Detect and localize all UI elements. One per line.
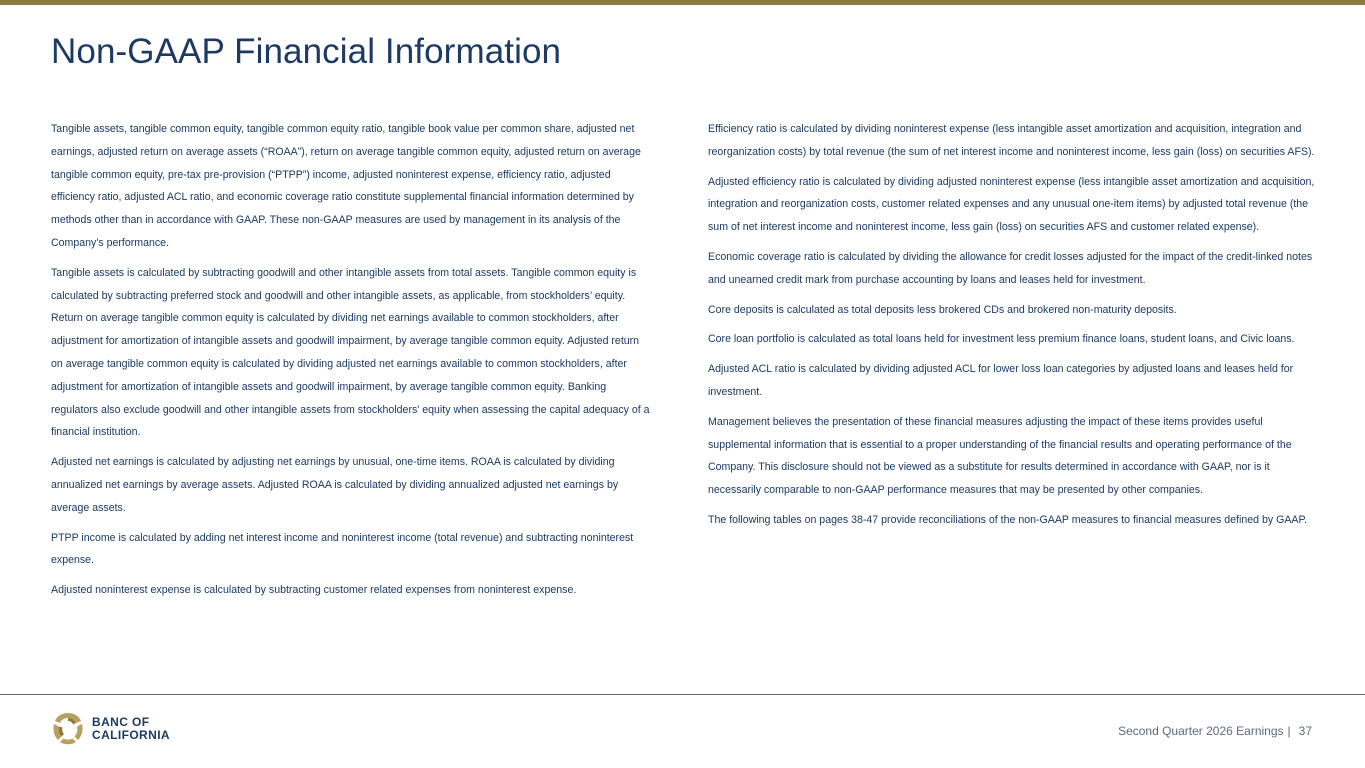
left-text-column: [51, 118, 651, 609]
top-accent-bar: [0, 0, 1365, 5]
footer-page-info: [1118, 724, 1312, 738]
paragraph-tangible-assets: Tangible assets is calculated by subtracting goodwill and other intangible assets from total assets. Tangible common equity is calculated by subtracting preferred stock and goodwill and other intangible assets, as applicable, from stockholders’ equity. Return on average tangible common equity is calculated by dividing net earnings available to common stockholders, after adjustment for amortization of intangible assets and goodwill impairment, by average tangible common equity. Adjusted return on average tangible common equity is calculated by dividing adjusted net earnings available to common stockholders, after adjustment for amortization of intangible assets and goodwill impairment, by average tangible common equity. Banking regulators also exclude goodwill and other intangible assets from stockholders' equity when assessing the capital adequacy of a financial institution.: [51, 266, 650, 439]
paragraph-adjusted-net-earnings: Adjusted net earnings is calculated by adjusting net earnings by unusual, one-time items. ROAA is calculated by dividing annualized net earnings by average assets. Adjusted ROAA is calculated by dividing annualized adjusted net earnings by average assets.: [51, 456, 619, 514]
paragraph-core-loan-portfolio: Core loan portfolio is calculated as total loans held for investment less premium finance loans, student loans, and Civic loans.: [708, 333, 1295, 346]
paragraph-economic-coverage-ratio: Economic coverage ratio is calculated by dividing the allowance for credit losses adjusted for the impact of the credit-linked notes and unearned credit mark from purchase accounting by loans and leases held for investment.: [708, 250, 1313, 286]
paragraph-adjusted-efficiency-ratio: Adjusted efficiency ratio is calculated by dividing adjusted noninterest expense (less intangible asset amortization and acquisition, integration and reorganization costs, customer related expenses and any unusual one-item items) by adjusted total revenue (the sum of net interest income and noninterest income, less gain (loss) on securities AFS and customer related expense).: [708, 175, 1315, 234]
page-title: Non-GAAP Financial Information: [51, 32, 562, 71]
page-number: 37: [1298, 724, 1312, 738]
banc-of-california-logo-icon: [51, 711, 85, 747]
paragraph-adjusted-noninterest-expense: Adjusted noninterest expense is calculated by subtracting customer related expenses from noninterest expense.: [51, 584, 577, 597]
paragraph-management-statement: Management believes the presentation of these financial measures adjusting the impact of these items provides useful supplemental information that is essential to a proper understanding of the financial results and operating performance of the Company. This disclosure should not be viewed as a substitute for results determined in accordance with GAAP, nor is it necessarily comparable to non-GAAP performance measures that may be presented by other companies.: [708, 415, 1292, 497]
footer-divider: [0, 694, 1365, 695]
paragraph-core-deposits: Core deposits is calculated as total deposits less brokered CDs and brokered non-maturity deposits.: [708, 303, 1177, 316]
paragraph-adjusted-acl-ratio: Adjusted ACL ratio is calculated by dividing adjusted ACL for lower loss loan categories by adjusted loans and leases held for investment.: [708, 363, 1294, 398]
paragraph-ptpp-income: PTPP income is calculated by adding net interest income and noninterest income (total revenue) and subtracting noninterest expense.: [51, 531, 634, 567]
right-text-column: [708, 118, 1316, 539]
logo-line-1: BANC OF: [92, 715, 150, 729]
report-name: Second Quarter 2026 Earnings: [1118, 724, 1284, 738]
logo-line-2: CALIFORNIA: [92, 728, 170, 742]
paragraph-reconciliation-tables: The following tables on pages 38-47 provide reconciliations of the non-GAAP measures to financial measures defined by GAAP.: [708, 513, 1308, 526]
paragraph-efficiency-ratio: Efficiency ratio is calculated by dividing noninterest expense (less intangible asset amortization and acquisition, integration and reorganization costs) by total revenue (the sum of net interest income and noninterest income, less gain (loss) on securities AFS).: [708, 123, 1315, 158]
paragraph-non-gaap-overview: Tangible assets, tangible common equity, tangible common equity ratio, tangible book value per common share, adjusted net earnings, adjusted return on average assets (“ROAA”), return on average tangible common equity, adjusted return on average tangible common equity, pre-tax pre-provision (“PTPP”) income, adjusted noninterest expense, efficiency ratio, adjusted efficiency ratio, adjusted ACL ratio, and economic coverage ratio constitute supplemental financial information determined by methods other than in accordance with GAAP. These non-GAAP measures are used by management in its analysis of the Company's performance.: [51, 123, 641, 249]
company-logo: [51, 711, 170, 747]
footer-separator: |: [1287, 724, 1291, 738]
